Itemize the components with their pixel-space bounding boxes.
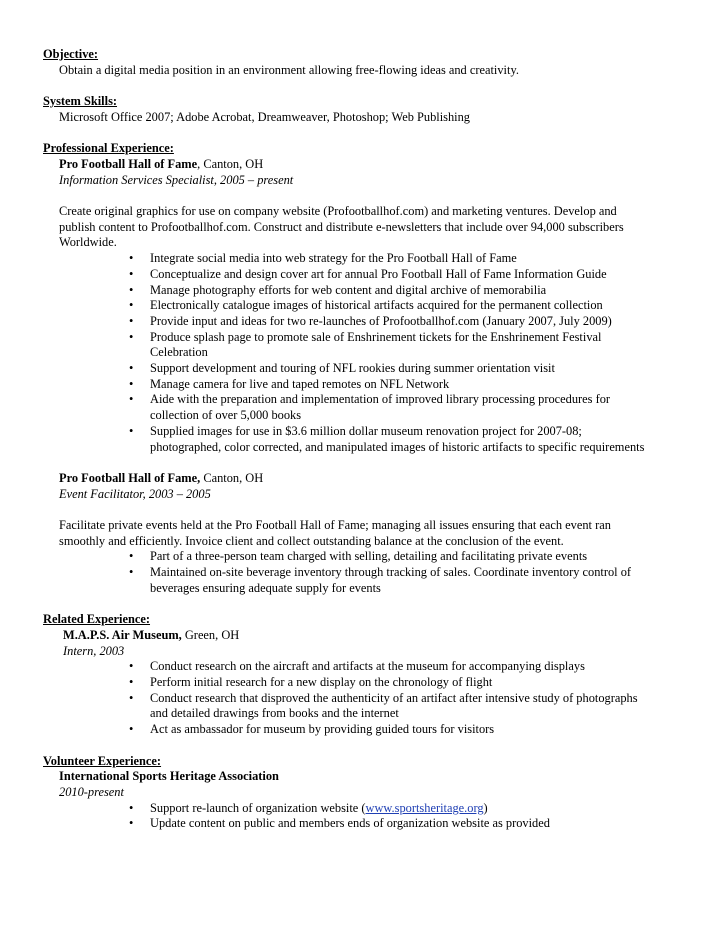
related-header bbox=[63, 628, 693, 644]
list-item bbox=[43, 314, 693, 330]
bullet-text: Supplied images for use in $3.6 million dollar museum renovation project for 2007-08; bbox=[150, 423, 582, 438]
bullet-text: Electronically catalogue images of historical artifacts acquired for the permanent collection bbox=[150, 298, 603, 313]
resume-page bbox=[43, 47, 693, 832]
list-item bbox=[43, 801, 693, 817]
job1-desc-line: publish content to Profootballhof.com. Construct and distribute e-newsletters that include over 94,000 subscribers bbox=[59, 219, 624, 234]
list-item bbox=[43, 361, 693, 377]
bullet-icon: • bbox=[129, 329, 134, 344]
list-item bbox=[43, 659, 693, 675]
volunteer-title: 2010-present bbox=[59, 784, 124, 799]
bullet-text: Integrate social media into web strategy for the Pro Football Hall of Fame bbox=[150, 251, 517, 266]
list-item bbox=[43, 377, 693, 393]
bullet-text: Aide with the preparation and implementation of improved library processing procedures for bbox=[150, 392, 611, 407]
job2-title: Event Facilitator, 2003 – 2005 bbox=[59, 486, 211, 501]
related-location: Green, OH bbox=[181, 627, 240, 642]
skills-heading: System Skills: bbox=[43, 94, 118, 109]
list-item bbox=[43, 691, 693, 722]
related-heading: Related Experience: bbox=[43, 612, 151, 627]
bullet-icon: • bbox=[129, 565, 134, 580]
bullet-text: Conduct research on the aircraft and artifacts at the museum for accompanying displays bbox=[150, 659, 585, 674]
bullet-text-cont: collection of over 5,000 books bbox=[150, 408, 302, 423]
job1-header bbox=[59, 157, 693, 173]
volunteer-heading: Volunteer Experience: bbox=[43, 753, 162, 768]
bullet-text: Manage photography efforts for web content and digital archive of memorabilia bbox=[150, 282, 547, 297]
list-item bbox=[43, 722, 693, 738]
bullet-icon: • bbox=[129, 675, 134, 690]
bullet-text-cont: Celebration bbox=[150, 345, 208, 360]
bullet-text: Conduct research that disproved the authenticity of an artifact after intensive study of photographs bbox=[150, 690, 638, 705]
bullet-text: Support re-launch of organization website ( bbox=[150, 800, 366, 815]
bullet-text: Perform initial research for a new display on the chronology of flight bbox=[150, 675, 493, 690]
sportsheritage-link[interactable]: www.sportsheritage.org bbox=[365, 800, 484, 815]
volunteer-bullets bbox=[43, 801, 693, 832]
bullet-icon: • bbox=[129, 722, 134, 737]
job2-location: Canton, OH bbox=[200, 470, 264, 485]
bullet-icon: • bbox=[129, 282, 134, 297]
bullet-text: Conceptualize and design cover art for annual Pro Football Hall of Fame Information Guide bbox=[150, 266, 607, 281]
bullet-text-cont: beverages ensuring adequate supply for events bbox=[150, 580, 381, 595]
list-item bbox=[43, 392, 693, 423]
bullet-icon: • bbox=[129, 298, 134, 313]
bullet-text: Produce splash page to promote sale of Enshrinement tickets for the Enshrinement Festival bbox=[150, 329, 602, 344]
list-item bbox=[43, 298, 693, 314]
bullet-icon: • bbox=[129, 549, 134, 564]
objective-heading: Objective: bbox=[43, 47, 99, 61]
job2-org: Pro Football Hall of Fame, bbox=[59, 470, 201, 485]
job2-header bbox=[59, 471, 693, 487]
bullet-text-cont: photographed, color corrected, and manipulated images of historic artifacts to specific requirements bbox=[150, 439, 645, 454]
bullet-icon: • bbox=[129, 392, 134, 407]
professional-heading: Professional Experience: bbox=[43, 141, 174, 156]
bullet-text: Part of a three-person team charged with selling, detailing and facilitating private events bbox=[150, 549, 588, 564]
list-item bbox=[43, 267, 693, 283]
bullet-text: Manage camera for live and taped remotes on NFL Network bbox=[150, 376, 450, 391]
bullet-text: Update content on public and members ends of organization website as provided bbox=[150, 816, 550, 831]
job1-bullets bbox=[43, 251, 693, 455]
job1-title: Information Services Specialist, 2005 – present bbox=[59, 172, 294, 187]
bullet-icon: • bbox=[129, 251, 134, 266]
list-item bbox=[43, 549, 693, 565]
job1-desc-line: Worldwide. bbox=[59, 235, 117, 250]
bullet-icon: • bbox=[129, 313, 134, 328]
bullet-icon: • bbox=[129, 361, 134, 376]
bullet-text: Act as ambassador for museum by providing guided tours for visitors bbox=[150, 722, 495, 737]
bullet-icon: • bbox=[129, 266, 134, 281]
bullet-text: Provide input and ideas for two re-launches of Profootballhof.com (January 2007, July 2009) bbox=[150, 313, 612, 328]
list-item bbox=[43, 283, 693, 299]
related-bullets bbox=[43, 659, 693, 738]
related-org: M.A.P.S. Air Museum, bbox=[63, 627, 182, 642]
job1-org: Pro Football Hall of Fame bbox=[59, 156, 198, 171]
list-item bbox=[43, 251, 693, 267]
job2-desc-line: Facilitate private events held at the Pro Football Hall of Fame; managing all issues ensuring that each event ran bbox=[59, 518, 611, 533]
list-item bbox=[43, 565, 693, 596]
job1-location: , Canton, OH bbox=[197, 156, 264, 171]
bullet-icon: • bbox=[129, 376, 134, 391]
bullet-icon: • bbox=[129, 690, 134, 705]
list-item bbox=[43, 330, 693, 361]
list-item bbox=[43, 424, 693, 455]
volunteer-org: International Sports Heritage Association bbox=[59, 769, 279, 784]
bullet-icon: • bbox=[129, 816, 134, 831]
skills-text: Microsoft Office 2007; Adobe Acrobat, Dreamweaver, Photoshop; Web Publishing bbox=[59, 109, 470, 124]
job2-desc-line: smoothly and efficiently. Invoice client and collect outstanding balance at the conclusion of the event. bbox=[59, 533, 564, 548]
bullet-icon: • bbox=[129, 423, 134, 438]
list-item bbox=[43, 816, 693, 832]
related-title: Intern, 2003 bbox=[63, 643, 125, 658]
bullet-text-end: ) bbox=[483, 800, 488, 815]
bullet-icon: • bbox=[129, 659, 134, 674]
job1-desc-line: Create original graphics for use on company website (Profootballhof.com) and marketing ventures. Develop and bbox=[59, 203, 617, 218]
bullet-text: Maintained on-site beverage inventory through tracking of sales. Coordinate inventory control of bbox=[150, 565, 632, 580]
bullet-text: Support development and touring of NFL rookies during summer orientation visit bbox=[150, 361, 555, 376]
job2-bullets bbox=[43, 549, 693, 596]
list-item bbox=[43, 675, 693, 691]
objective-text: Obtain a digital media position in an environment allowing free-flowing ideas and creativity. bbox=[59, 62, 519, 77]
bullet-icon: • bbox=[129, 800, 134, 815]
bullet-text-cont: and detailed drawings from books and the internet bbox=[150, 706, 399, 721]
